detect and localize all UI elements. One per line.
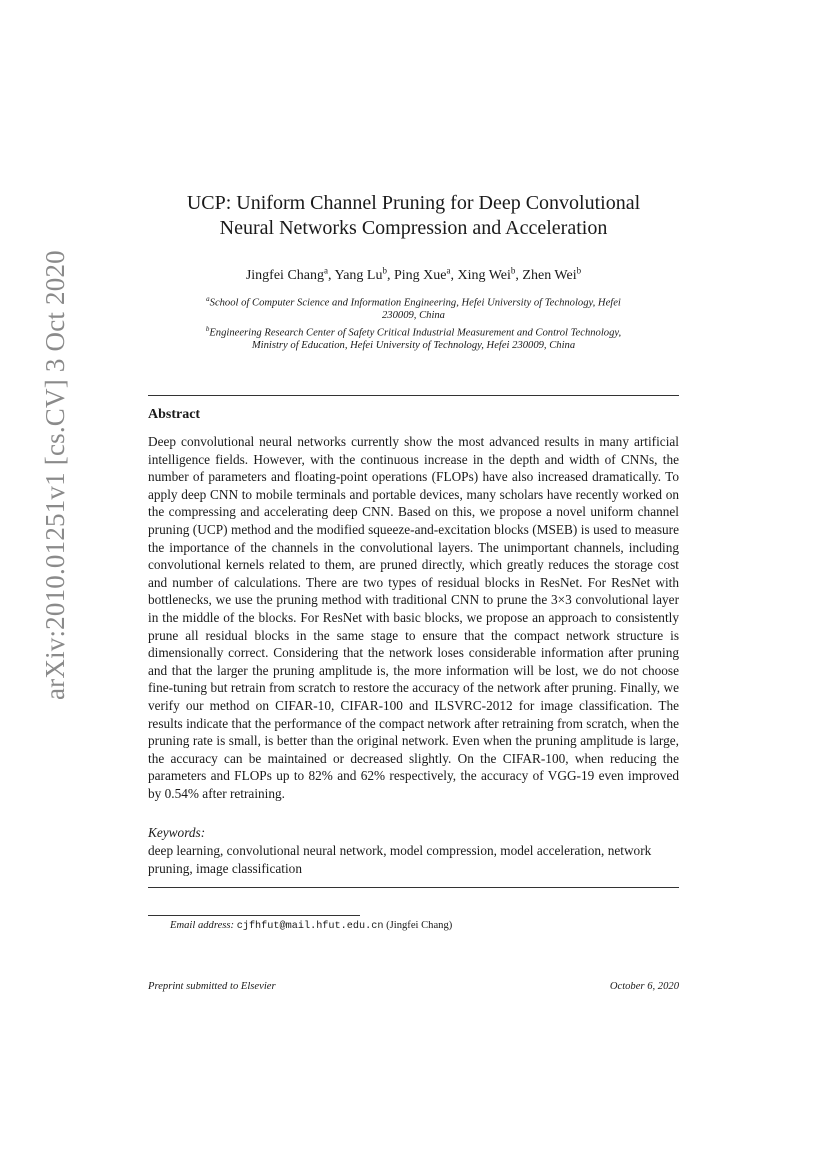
footer-preprint: Preprint submitted to Elsevier — [148, 981, 276, 992]
arxiv-identifier: arXiv:2010.01251v1 [cs.CV] 3 Oct 2020 — [40, 250, 70, 700]
paper-title — [120, 191, 707, 241]
affiliation-a-cont: 230009, China — [382, 310, 445, 322]
affiliation-b: $^b$Engineering Research Center of Safety Critical Industrial Measurement and Control Technology, — [205, 324, 622, 339]
email-owner: (Jingfei Chang) — [386, 920, 453, 931]
title-line-1: UCP: Uniform Channel Pruning for Deep Convolutional — [186, 192, 641, 214]
affiliations — [150, 293, 677, 352]
affiliation-a: $^a$School of Computer Science and Information Engineering, Hefei University of Technology, Hefei — [206, 295, 621, 309]
author: Xing Wei$^b$, — [457, 265, 523, 283]
footnote-rule — [148, 915, 360, 916]
abstract-heading: Abstract — [148, 407, 201, 422]
author: Yang Lu$^b$, — [334, 265, 394, 283]
title-line-2: Neural Networks Compression and Acceleration — [219, 217, 608, 239]
email-label: Email address: — [170, 920, 235, 931]
author: Jingfei Chang$^a$, — [245, 265, 335, 283]
footer-date: October 6, 2020 — [609, 981, 679, 992]
footnote — [170, 920, 452, 932]
author-list — [120, 261, 707, 285]
author: Ping Xue$^a$, — [393, 265, 458, 283]
abstract-text: Deep convolutional neural networks currently show the most advanced results in many artificial intelligence fields. However, with the continuous increase in the depth and width of CNNs, the number of parameters and floating-point operations (FLOPs) have also increased dramatically. To apply deep CNN to mobile terminals and portable devices, many scholars have recently worked on the compressing and accelerating deep CNN. Based on this, we propose a novel uniform channel pruning (UCP) method and the modified squeeze-and-excitation blocks (MSEB) is used to measure the importance of the channels in the convolutional layers. The unimportant channels, including convolutional kernels related to them, are pruned directly, which greatly reduces the storage cost and number of calculations. There are two types of residual blocks in ResNet. For ResNet with bottlenecks, we use the pruning method with traditional CNN to prune the 3×3 convolutional layer in the middle of the blocks. For ResNet with basic blocks, we propose an approach to consistently prune all residual blocks in the same stage to ensure that the compact network structure is dimensionally correct. Considering that the network loses considerable information after pruning and that the larger the pruning amplitude is, the more information will be lost, we do not choose fine-tuning but retrain from scratch to restore the accuracy of the network after pruning. Finally, we verify our method on CIFAR-10, CIFAR-100 and ILSVRC-2012 for image classification. The results indicate that the performance of the compact network after retraining from scratch, when the pruning rate is small, is better than the original network. Even when the pruning amplitude is large, the accuracy can be maintained or decreased slightly. On the CIFAR-100, when reducing the parameters and FLOPs up to 82% and 62% respectively, the accuracy of VGG-19 even improved by 0.54% after retraining. — [148, 434, 679, 801]
keywords-text: deep learning, convolutional neural network, model compression, model acceleration, network pruning, image classification — [148, 843, 652, 876]
abstract-bottom-rule — [148, 887, 679, 888]
author: Zhen Wei$^b$ — [522, 265, 582, 283]
abstract-top-rule — [148, 395, 679, 396]
keywords-heading: Keywords: — [148, 825, 206, 840]
affiliation-b-cont: Ministry of Education, Hefei University of Technology, Hefei 230009, China — [251, 339, 576, 351]
email-address[interactable]: cjfhfut@mail.hfut.edu.cn — [236, 921, 384, 932]
